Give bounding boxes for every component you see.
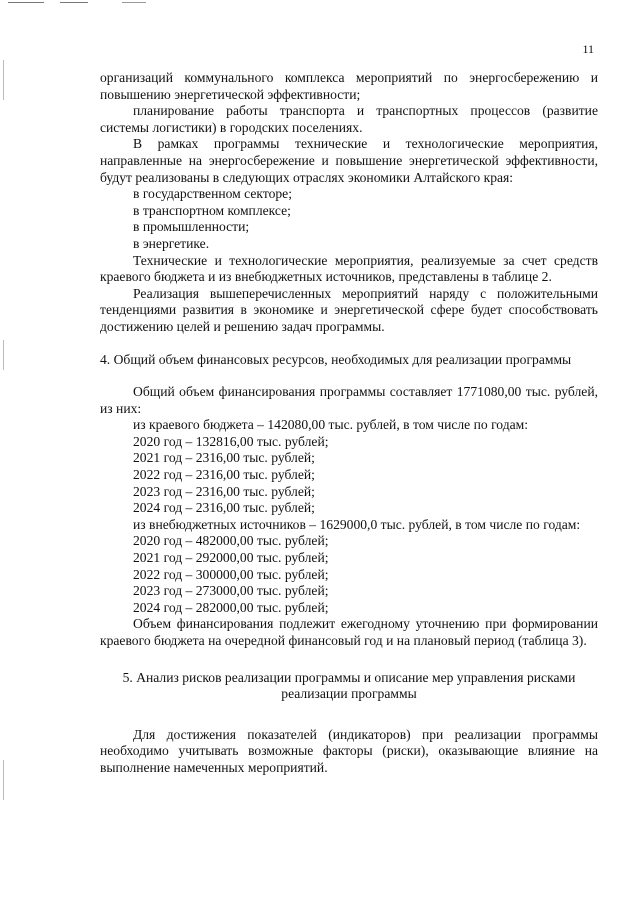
paragraph: Реализация вышеперечисленных мероприятий наряду с положительными тенденциями развития в экономике и энергетической сфере будет способствовать достижению целей и решению задач программы. [100,285,598,334]
sector-item: в энергетике. [133,235,210,251]
page-number: 11 [582,42,594,56]
regional-year-item: 2021 год – 2316,00 тыс. рублей; [133,450,315,466]
sector-item: в транспортном комплексе; [133,202,291,218]
paragraph: Для достижения показателей (индикаторов) при реализации программы необходимо учитывать возможные факторы (риски), оказывающие влияние на выполнение намеченных мероприятий. [100,726,598,775]
scan-artifact [8,2,44,3]
paragraph: В рамках программы технические и технологические мероприятия, направленные на энергосбережение и повышение энергетической эффективности, будут реализованы в следующих отраслях экономики Алтайского края: [100,136,598,185]
document-body [100,70,598,777]
regional-budget-intro: из краевого бюджета – 142080,00 тыс. рублей, в том числе по годам: [133,417,529,433]
extrabudgetary-year-item: 2021 год – 292000,00 тыс. рублей; [133,550,329,566]
regional-year-item: 2024 год – 2316,00 тыс. рублей; [133,500,315,516]
regional-year-item: 2022 год – 2316,00 тыс. рублей; [133,467,315,483]
paragraph: планирование работы транспорта и транспортных процессов (развитие системы логистики) в городских поселениях. [100,103,598,135]
scan-artifact [60,2,88,3]
funding-closing: Объем финансирования подлежит ежегодному уточнению при формировании краевого бюджета на очередной финансовый год и на плановый период (таблица 3). [100,616,598,648]
funding-total: Общий объем финансирования программы составляет 1771080,00 тыс. рублей, из них: [100,384,598,416]
extrabudgetary-year-item: 2020 год – 482000,00 тыс. рублей; [133,533,329,549]
scan-edge [3,760,4,800]
extrabudgetary-year-item: 2022 год – 300000,00 тыс. рублей; [133,566,329,582]
scan-artifact [122,2,146,3]
extrabudgetary-intro: из внебюджетных источников – 1629000,0 тыс. рублей, в том числе по годам: [133,516,581,532]
section-4-heading: 4. Общий объем финансовых ресурсов, необходимых для реализации программы [100,351,572,367]
scan-edge [3,340,4,370]
scan-edge [3,60,4,100]
regional-year-item: 2023 год – 2316,00 тыс. рублей; [133,483,315,499]
section-5-heading-line-1: 5. Анализ рисков реализации программы и описание мер управления рисками [122,669,576,685]
regional-year-item: 2020 год – 132816,00 тыс. рублей; [133,433,329,449]
extrabudgetary-year-item: 2023 год – 273000,00 тыс. рублей; [133,583,329,599]
section-5-heading-line-2: реализации программы [281,686,417,702]
sector-item: в государственном секторе; [133,186,292,202]
sector-item: в промышленности; [133,219,250,235]
paragraph: организаций коммунального комплекса мероприятий по энергосбережению и повышению энергетической эффективности; [100,70,598,102]
paragraph: Технические и технологические мероприятия, реализуемые за счет средств краевого бюджета и из внебюджетных источников, представлены в таблице 2. [100,252,598,285]
extrabudgetary-year-item: 2024 год – 282000,00 тыс. рублей; [133,599,329,615]
